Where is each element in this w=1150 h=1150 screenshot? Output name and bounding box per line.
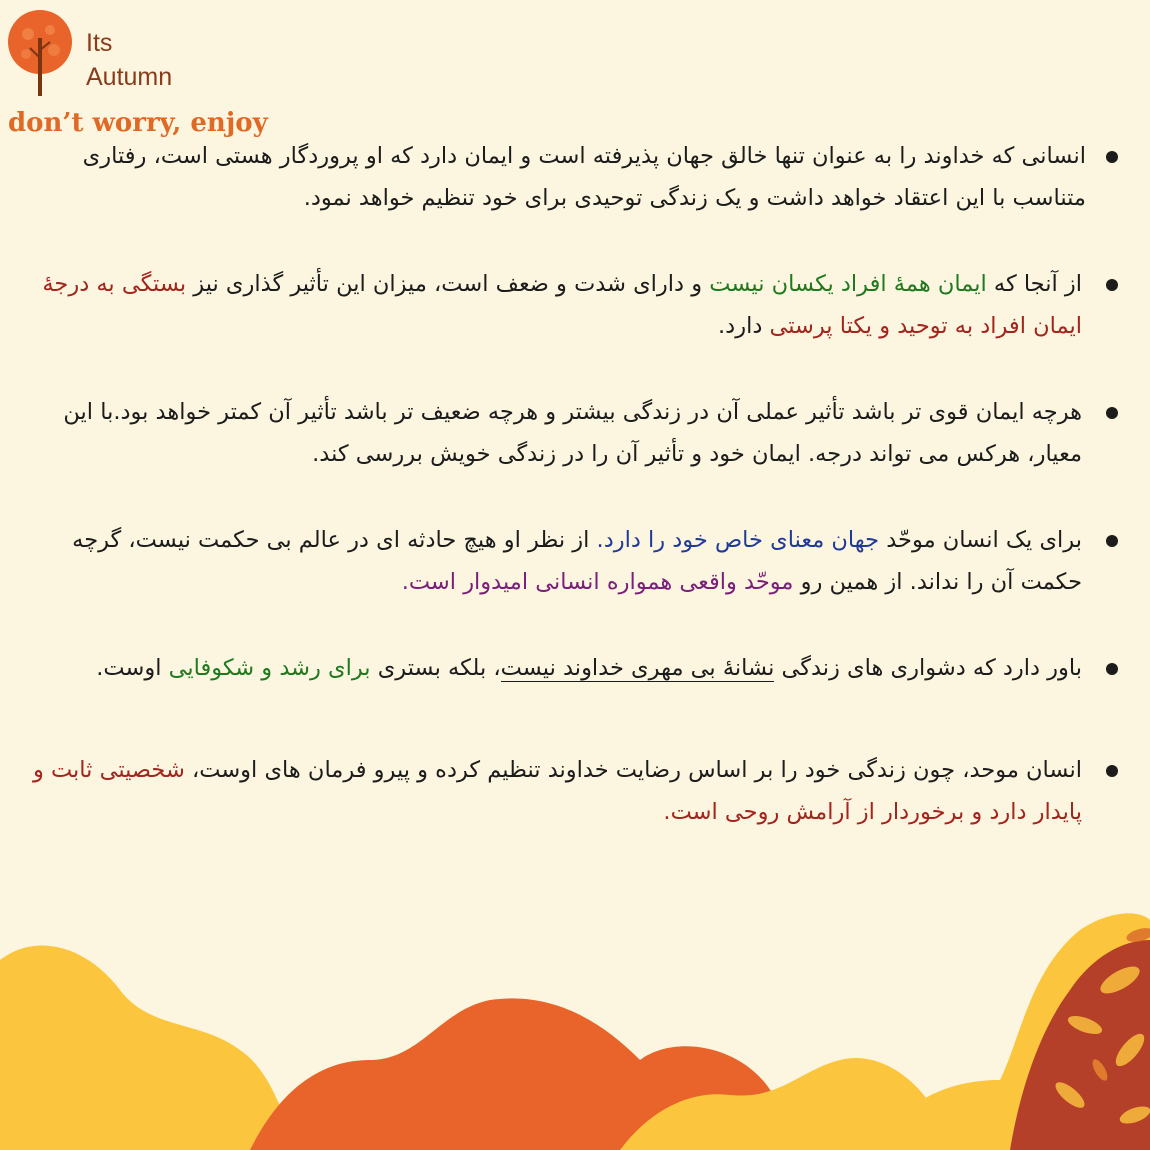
paragraph-2-text: دارد. <box>718 313 770 339</box>
content-area <box>20 135 1120 833</box>
paragraph-5-text: اوست. <box>96 655 169 681</box>
bullet-icon <box>1106 151 1118 163</box>
tree-icon <box>6 8 76 98</box>
bullet-icon <box>1106 663 1118 675</box>
highlight-purple: موحّد واقعی همواره انسانی امیدوار است. <box>401 569 794 595</box>
paragraph-1-text: انسانی که خداوند را به عنوان تنها خالق جهان پذیرفته است و ایمان دارد که او پروردگار هستی است، رفتاری متناسب با این اعتقاد خواهد داشت و یک زندگی توحیدی برای خود تنظیم خواهد نمود. <box>82 143 1086 211</box>
paragraph-5 <box>20 647 1120 689</box>
paragraph-2-text: از آنجا که <box>986 271 1082 297</box>
highlight-blue: جهان معنای خاص خود را دارد. <box>596 527 880 553</box>
brand-line-2: Autumn <box>86 63 173 91</box>
bullet-icon <box>1106 407 1118 419</box>
bullet-icon <box>1106 765 1118 777</box>
paragraph-5-text: ، بلکه بستری <box>370 655 501 681</box>
bullet-icon <box>1106 535 1118 547</box>
paragraph-2 <box>20 263 1120 347</box>
tagline: don’t worry, enjoy <box>8 108 268 138</box>
brand-line-1: Its <box>86 29 113 57</box>
paragraph-4-text: از نظر او هیچ حادثه ای در عالم بی حکمت نیست، گرچه حکمت آن را نداند. از همین رو <box>72 527 1082 595</box>
brand-name <box>86 26 172 94</box>
paragraph-3-text: هرچه ایمان قوی تر باشد تأثیر عملی آن در زندگی بیشتر و هرچه ضعیف تر باشد تأثیر آن کمتر خواهد بود.با این معیار، هرکس می تواند درجه. ایمان خود و تأثیر آن را در زندگی خویش بررسی کند. <box>63 399 1082 467</box>
yellow-blob-left <box>0 946 300 1150</box>
paragraph-5-text: باور دارد که دشواری های زندگی <box>774 655 1082 681</box>
underlined-text: نشانهٔ بی مهری خداوند نیست <box>500 655 775 681</box>
bullet-icon <box>1106 279 1118 291</box>
highlight-green: برای رشد و شکوفایی <box>168 655 371 681</box>
paragraph-3 <box>20 391 1120 475</box>
paragraph-6-text: انسان موحد، چون زندگی خود را بر اساس رضایت خداوند تنظیم کرده و پیرو فرمان های اوست، <box>184 757 1082 783</box>
paragraph-6 <box>20 749 1120 833</box>
paragraph-2-text: و دارای شدت و ضعف است، میزان این تأثیر گذاری نیز <box>186 271 710 297</box>
paragraph-4-text: برای یک انسان موحّد <box>879 527 1082 553</box>
highlight-green: ایمان همهٔ افراد یکسان نیست <box>709 271 987 297</box>
autumn-decoration <box>0 910 1150 1150</box>
highlight-red: شخصیتی ثابت و پایدار دارد و برخوردار از آرامش روحی است. <box>32 757 1082 825</box>
paragraph-1 <box>26 135 1120 219</box>
highlight-red: بستگی به درجهٔ ایمان افراد به توحید و یکتا پرستی <box>42 271 1082 339</box>
brand-logo <box>6 8 246 98</box>
paragraph-4 <box>20 519 1120 603</box>
